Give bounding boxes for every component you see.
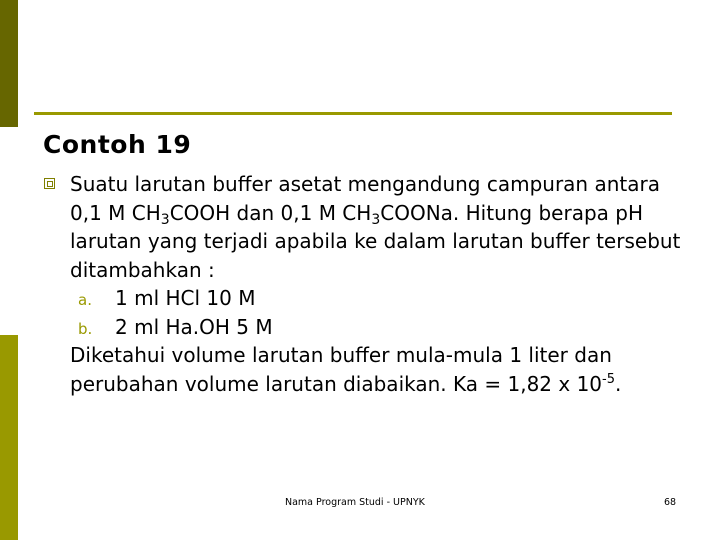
- square-bullet-icon: [44, 178, 55, 189]
- list-item: [70, 284, 690, 313]
- subscript-2: 3: [371, 211, 381, 228]
- slide-body: [70, 170, 690, 398]
- closing-statement: [70, 341, 690, 398]
- closing-text: Diketahui volume larutan buffer mula-mula 1 liter dan perubahan volume larutan diabaikan. Ka = 1,82 x 10: [70, 343, 612, 396]
- list-marker: a.: [78, 291, 92, 309]
- left-accent-bar-bottom: [0, 335, 18, 540]
- list-item-text: 1 ml HCl 10 M: [115, 286, 256, 310]
- footer-label: Nama Program Studi - UPNYK: [285, 497, 425, 508]
- exponent: -5: [602, 371, 615, 387]
- list-marker: b.: [78, 319, 93, 338]
- problem-statement: [70, 170, 690, 284]
- subscript-1: 3: [160, 211, 170, 228]
- slide-title: Contoh 19: [43, 130, 192, 159]
- closing-end: .: [615, 371, 622, 396]
- list-item-text: 2 ml Ha.OH 5 M: [115, 314, 273, 339]
- title-divider: [34, 112, 672, 115]
- statement-part-2: COOH dan 0,1 M CH: [169, 200, 372, 225]
- statement-part-3: COONa. Hitung berapa pH larutan yang terjadi apabila ke dalam larutan buffer tersebut ditambahkan :: [70, 200, 681, 282]
- left-accent-bar-top: [0, 0, 18, 127]
- statement-part-1: Suatu larutan buffer asetat mengandung campuran antara 0,1 M CH: [70, 172, 660, 225]
- page-number: 68: [664, 497, 677, 508]
- list-item: [70, 313, 690, 342]
